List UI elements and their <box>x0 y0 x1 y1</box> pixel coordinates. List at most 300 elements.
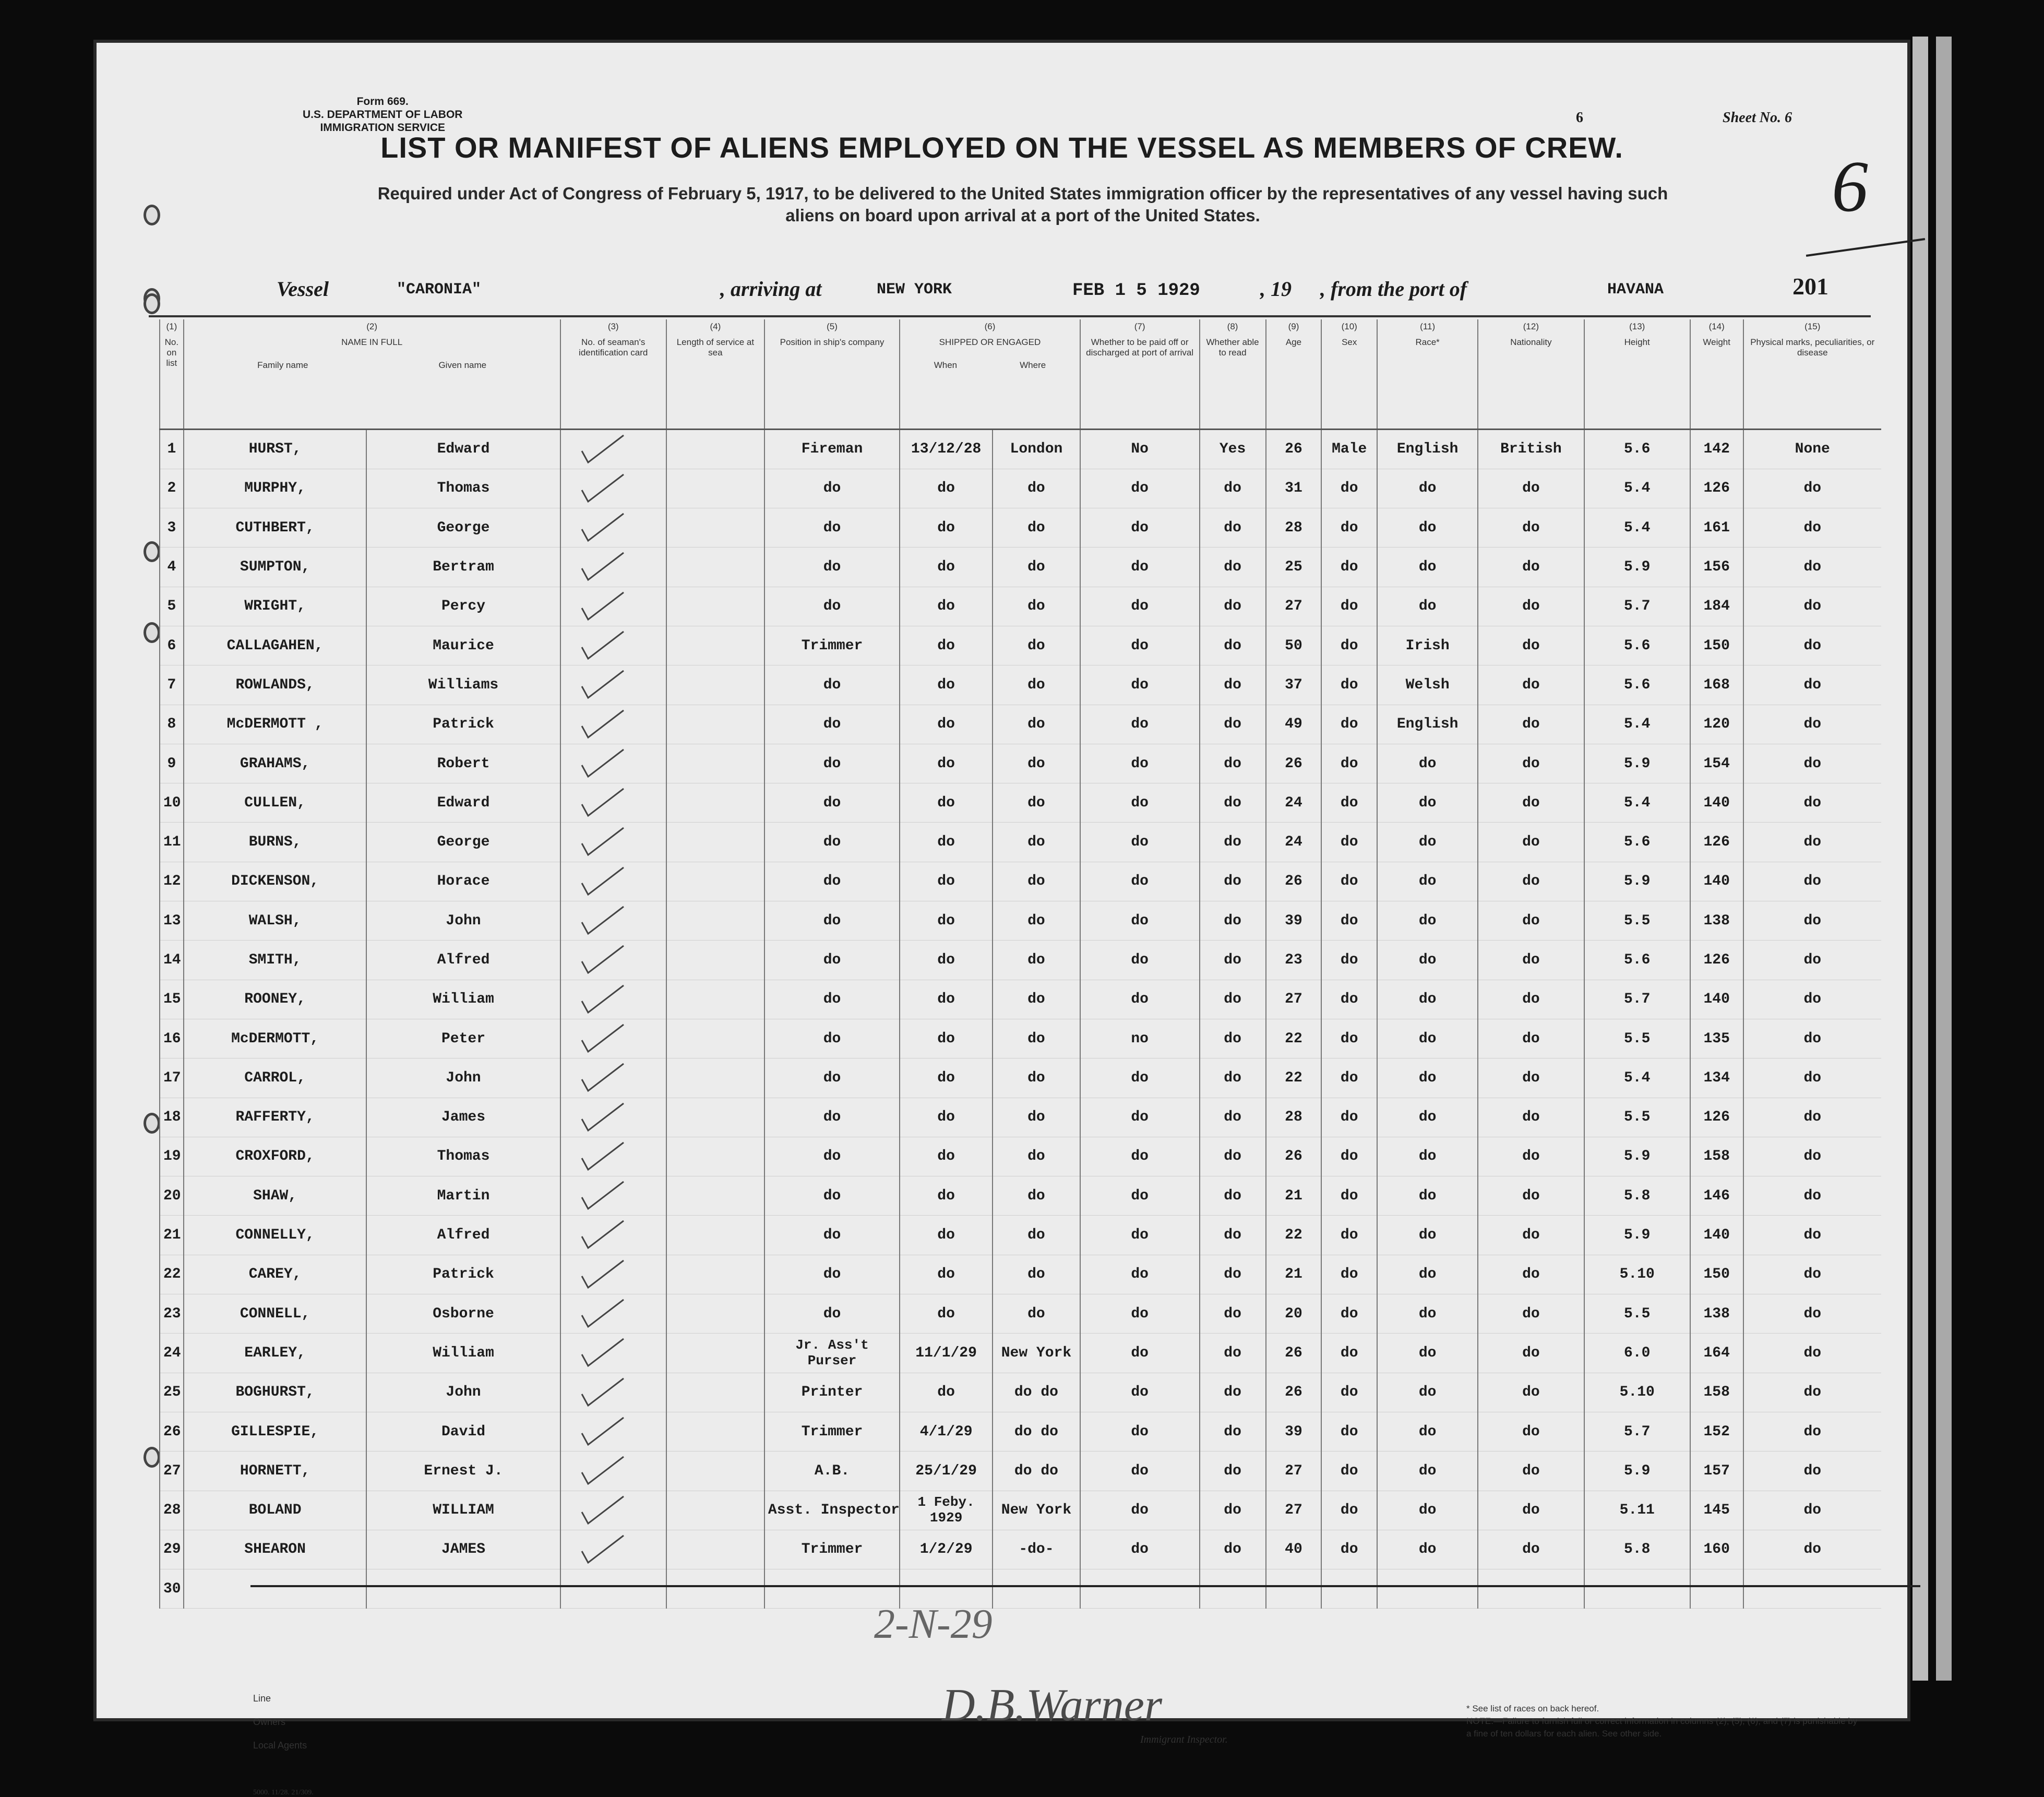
inspector-label: Immigrant Inspector. <box>1140 1734 1228 1745</box>
nationality: do <box>1478 1294 1584 1334</box>
inspector-signature: D.B.Warner <box>942 1680 1163 1731</box>
race: do <box>1377 1334 1478 1373</box>
able-to-read: do <box>1200 1412 1266 1451</box>
physical-marks: do <box>1743 1058 1881 1098</box>
height: 5.5 <box>1584 1019 1690 1058</box>
family-name <box>184 1569 367 1609</box>
age: 20 <box>1266 1294 1322 1334</box>
check-mark-icon <box>561 1098 665 1137</box>
id-card-cell <box>560 1098 666 1137</box>
height: 5.6 <box>1584 941 1690 980</box>
given-name: David <box>366 1412 560 1451</box>
sex: do <box>1321 941 1377 980</box>
position: do <box>764 1058 900 1098</box>
physical-marks: do <box>1743 980 1881 1019</box>
given-name: William <box>366 1334 560 1373</box>
shipped-where: do <box>993 1176 1080 1216</box>
id-card-cell <box>560 626 666 665</box>
check-mark-icon <box>561 587 665 626</box>
handwritten-stroke <box>1806 238 1925 257</box>
col-weight: (14) Weight <box>1690 319 1743 429</box>
physical-marks: do <box>1743 1255 1881 1294</box>
height: 5.4 <box>1584 508 1690 548</box>
height: 5.10 <box>1584 1255 1690 1294</box>
table-row <box>160 1098 1881 1137</box>
given-name: Martin <box>366 1176 560 1216</box>
paid-off: do <box>1080 1137 1200 1176</box>
age: 39 <box>1266 1412 1322 1451</box>
shipped-where: do <box>993 626 1080 665</box>
table-row <box>160 1491 1881 1530</box>
weight: 140 <box>1690 980 1743 1019</box>
age: 24 <box>1266 783 1322 823</box>
weight: 160 <box>1690 1530 1743 1569</box>
line-number: 11 <box>160 823 184 862</box>
sex: do <box>1321 823 1377 862</box>
nationality: do <box>1478 980 1584 1019</box>
shipped-where: do <box>993 783 1080 823</box>
able-to-read: do <box>1200 862 1266 901</box>
able-to-read: do <box>1200 783 1266 823</box>
physical-marks: do <box>1743 665 1881 705</box>
able-to-read: do <box>1200 1255 1266 1294</box>
nationality: do <box>1478 1255 1584 1294</box>
col-position: (5) Position in ship's company <box>764 319 900 429</box>
age: 24 <box>1266 823 1322 862</box>
check-mark-icon <box>561 783 665 822</box>
line-number: 12 <box>160 862 184 901</box>
physical-marks: do <box>1743 1491 1881 1530</box>
paid-off: do <box>1080 665 1200 705</box>
table-row <box>160 1451 1881 1491</box>
service-length-cell <box>666 508 764 548</box>
table-row <box>160 901 1881 941</box>
given-name: Patrick <box>366 705 560 744</box>
height: 5.5 <box>1584 901 1690 941</box>
line-number: 15 <box>160 980 184 1019</box>
family-name: DICKENSON, <box>184 862 367 901</box>
position: do <box>764 705 900 744</box>
table-row <box>160 548 1881 587</box>
position: do <box>764 508 900 548</box>
id-card-cell <box>560 980 666 1019</box>
shipped-when: do <box>900 1294 993 1334</box>
given-name: Percy <box>366 587 560 626</box>
weight: 126 <box>1690 941 1743 980</box>
paid-off: do <box>1080 1176 1200 1216</box>
family-name: BOGHURST, <box>184 1373 367 1412</box>
table-row <box>160 1176 1881 1216</box>
race: do <box>1377 548 1478 587</box>
table-row <box>160 744 1881 783</box>
shipped-when: do <box>900 1176 993 1216</box>
sex: do <box>1321 508 1377 548</box>
shipped-when: do <box>900 469 993 508</box>
race: English <box>1377 429 1478 469</box>
table-row <box>160 1294 1881 1334</box>
sex: do <box>1321 1098 1377 1137</box>
table-row <box>160 1255 1881 1294</box>
position: Printer <box>764 1373 900 1412</box>
footer-labels <box>253 1687 307 1757</box>
shipped-where: do <box>993 665 1080 705</box>
stacked-page-edge <box>1912 37 1928 1681</box>
position: do <box>764 1176 900 1216</box>
physical-marks: do <box>1743 1412 1881 1451</box>
stacked-page-edge <box>1936 37 1952 1681</box>
able-to-read: do <box>1200 548 1266 587</box>
race: do <box>1377 1098 1478 1137</box>
paid-off <box>1080 1569 1200 1609</box>
weight: 120 <box>1690 705 1743 744</box>
able-to-read: do <box>1200 587 1266 626</box>
race: do <box>1377 1412 1478 1451</box>
col-age: (9) Age <box>1266 319 1322 429</box>
sex: do <box>1321 469 1377 508</box>
given-name: Ernest J. <box>366 1451 560 1491</box>
check-mark-icon <box>561 1334 665 1372</box>
position: Trimmer <box>764 1412 900 1451</box>
shipped-where: do <box>993 941 1080 980</box>
service-length-cell <box>666 1137 764 1176</box>
position: do <box>764 941 900 980</box>
id-card-cell <box>560 1491 666 1530</box>
family-name: GILLESPIE, <box>184 1412 367 1451</box>
paid-off: do <box>1080 783 1200 823</box>
shipped-where <box>993 1569 1080 1609</box>
physical-marks: do <box>1743 1137 1881 1176</box>
id-card-cell <box>560 744 666 783</box>
id-card-cell <box>560 823 666 862</box>
height: 5.7 <box>1584 1412 1690 1451</box>
position: do <box>764 1137 900 1176</box>
height: 5.10 <box>1584 1373 1690 1412</box>
line-number: 3 <box>160 508 184 548</box>
shipped-when: 4/1/29 <box>900 1412 993 1451</box>
sheet-number <box>1576 110 1792 126</box>
age: 22 <box>1266 1058 1322 1098</box>
shipped-where: do <box>993 705 1080 744</box>
footer-note <box>1466 1703 1863 1740</box>
given-name: John <box>366 1058 560 1098</box>
family-name: GRAHAMS, <box>184 744 367 783</box>
service-length-cell <box>666 823 764 862</box>
sex: do <box>1321 1373 1377 1412</box>
family-name: McDERMOTT , <box>184 705 367 744</box>
paid-off: do <box>1080 508 1200 548</box>
shipped-where: -do- <box>993 1530 1080 1569</box>
age: 37 <box>1266 665 1322 705</box>
nationality: do <box>1478 1019 1584 1058</box>
height: 5.4 <box>1584 1058 1690 1098</box>
table-row <box>160 862 1881 901</box>
table-row <box>160 1373 1881 1412</box>
age: 31 <box>1266 469 1322 508</box>
table-row <box>160 705 1881 744</box>
position: do <box>764 862 900 901</box>
shipped-when: do <box>900 1216 993 1255</box>
weight: 168 <box>1690 665 1743 705</box>
sex: do <box>1321 1530 1377 1569</box>
nationality: do <box>1478 783 1584 823</box>
line-number: 29 <box>160 1530 184 1569</box>
paid-off: do <box>1080 980 1200 1019</box>
weight: 145 <box>1690 1491 1743 1530</box>
check-mark-icon <box>561 1176 665 1215</box>
shipped-where: do <box>993 1294 1080 1334</box>
sex: do <box>1321 1176 1377 1216</box>
form-code: 5000. 11/28. 21/309. <box>253 1789 314 1796</box>
height <box>1584 1569 1690 1609</box>
shipped-when: do <box>900 783 993 823</box>
nationality: do <box>1478 1530 1584 1569</box>
col-race: (11) Race* <box>1377 319 1478 429</box>
handwritten-sheet-number: 6 <box>1832 146 1868 227</box>
line-number: 28 <box>160 1491 184 1530</box>
line-label: Line <box>253 1693 271 1704</box>
given-name: Williams <box>366 665 560 705</box>
line-number: 7 <box>160 665 184 705</box>
race: do <box>1377 1058 1478 1098</box>
id-card-cell <box>560 429 666 469</box>
nationality: do <box>1478 862 1584 901</box>
age: 22 <box>1266 1019 1322 1058</box>
paid-off: No <box>1080 429 1200 469</box>
race: do <box>1377 980 1478 1019</box>
age: 50 <box>1266 626 1322 665</box>
family-name: SHAW, <box>184 1176 367 1216</box>
position: do <box>764 1255 900 1294</box>
nationality: do <box>1478 1098 1584 1137</box>
shipped-when: do <box>900 548 993 587</box>
id-card-cell <box>560 548 666 587</box>
id-card-cell <box>560 901 666 941</box>
shipped-where: do <box>993 587 1080 626</box>
age: 27 <box>1266 980 1322 1019</box>
service-length-cell <box>666 1491 764 1530</box>
family-name: CAREY, <box>184 1255 367 1294</box>
punch-hole <box>144 1113 160 1134</box>
physical-marks: do <box>1743 1176 1881 1216</box>
given-name: John <box>366 901 560 941</box>
punch-hole <box>144 622 160 643</box>
age: 27 <box>1266 587 1322 626</box>
service-length-cell <box>666 1294 764 1334</box>
line-number: 14 <box>160 941 184 980</box>
punch-hole <box>144 205 160 225</box>
height: 5.6 <box>1584 626 1690 665</box>
physical-marks: do <box>1743 901 1881 941</box>
age: 40 <box>1266 1530 1322 1569</box>
height: 6.0 <box>1584 1334 1690 1373</box>
paid-off: do <box>1080 1098 1200 1137</box>
weight: 150 <box>1690 1255 1743 1294</box>
shipped-where: do <box>993 469 1080 508</box>
weight: 140 <box>1690 862 1743 901</box>
given-name: Bertram <box>366 548 560 587</box>
able-to-read: do <box>1200 901 1266 941</box>
col-height: (13) Height <box>1584 319 1690 429</box>
age: 23 <box>1266 941 1322 980</box>
age: 27 <box>1266 1491 1322 1530</box>
physical-marks: do <box>1743 1451 1881 1491</box>
height: 5.6 <box>1584 823 1690 862</box>
able-to-read: do <box>1200 1491 1266 1530</box>
sex: do <box>1321 901 1377 941</box>
line-number: 4 <box>160 548 184 587</box>
paid-off: do <box>1080 1530 1200 1569</box>
family-name: HORNETT, <box>184 1451 367 1491</box>
age: 28 <box>1266 508 1322 548</box>
shipped-when: do <box>900 1098 993 1137</box>
id-card-cell <box>560 1569 666 1609</box>
nationality: do <box>1478 1451 1584 1491</box>
table-row <box>160 980 1881 1019</box>
sex: do <box>1321 626 1377 665</box>
page-subtitle <box>266 183 1779 227</box>
owners-label: Owners <box>253 1717 286 1727</box>
position: do <box>764 1098 900 1137</box>
shipped-where: London <box>993 429 1080 469</box>
sex: Male <box>1321 429 1377 469</box>
line-number: 2 <box>160 469 184 508</box>
check-mark-icon <box>561 1019 665 1058</box>
vessel-label: Vessel <box>277 277 329 301</box>
height: 5.4 <box>1584 469 1690 508</box>
height: 5.6 <box>1584 429 1690 469</box>
position: do <box>764 1019 900 1058</box>
nationality: do <box>1478 587 1584 626</box>
line-number: 27 <box>160 1451 184 1491</box>
page-number: 201 <box>1792 273 1828 300</box>
punch-hole <box>144 1447 160 1468</box>
family-name: CARROL, <box>184 1058 367 1098</box>
weight: 164 <box>1690 1334 1743 1373</box>
age: 28 <box>1266 1098 1322 1137</box>
shipped-where: do <box>993 1058 1080 1098</box>
service-length-cell <box>666 665 764 705</box>
position: Fireman <box>764 429 900 469</box>
able-to-read: do <box>1200 1019 1266 1058</box>
nationality: do <box>1478 1373 1584 1412</box>
race: do <box>1377 744 1478 783</box>
check-mark-icon <box>561 705 665 744</box>
shipped-where: New York <box>993 1491 1080 1530</box>
arriving-label: , arriving at <box>720 277 822 301</box>
physical-marks: do <box>1743 1530 1881 1569</box>
physical-marks: do <box>1743 626 1881 665</box>
id-card-cell <box>560 1255 666 1294</box>
id-card-cell <box>560 1412 666 1451</box>
position: Asst. Inspector <box>764 1491 900 1530</box>
check-mark-icon <box>561 1255 665 1294</box>
line-number: 16 <box>160 1019 184 1058</box>
sex: do <box>1321 1491 1377 1530</box>
position: Trimmer <box>764 626 900 665</box>
nationality: do <box>1478 469 1584 508</box>
service-length-cell <box>666 1530 764 1569</box>
physical-marks: do <box>1743 548 1881 587</box>
able-to-read: do <box>1200 980 1266 1019</box>
col-physical-marks: (15) Physical marks, peculiarities, or disease <box>1743 319 1881 429</box>
race: do <box>1377 901 1478 941</box>
age: 21 <box>1266 1255 1322 1294</box>
paid-off: do <box>1080 1491 1200 1530</box>
id-card-cell <box>560 1137 666 1176</box>
shipped-where: do <box>993 1255 1080 1294</box>
physical-marks: do <box>1743 1019 1881 1058</box>
table-row <box>160 626 1881 665</box>
height: 5.7 <box>1584 587 1690 626</box>
family-name: MURPHY, <box>184 469 367 508</box>
position: do <box>764 587 900 626</box>
weight: 138 <box>1690 1294 1743 1334</box>
given-name: John <box>366 1373 560 1412</box>
id-card-cell <box>560 1058 666 1098</box>
line-number: 5 <box>160 587 184 626</box>
col-name-in-full: (2) NAME IN FULL Family name Given name <box>184 319 560 429</box>
family-name: HURST, <box>184 429 367 469</box>
weight: 158 <box>1690 1373 1743 1412</box>
age <box>1266 1569 1322 1609</box>
able-to-read: do <box>1200 508 1266 548</box>
sex: do <box>1321 1255 1377 1294</box>
family-name: EARLEY, <box>184 1334 367 1373</box>
physical-marks: do <box>1743 469 1881 508</box>
age: 49 <box>1266 705 1322 744</box>
position: do <box>764 980 900 1019</box>
shipped-where: do <box>993 548 1080 587</box>
given-name: Robert <box>366 744 560 783</box>
service-length-cell <box>666 941 764 980</box>
line-number: 30 <box>160 1569 184 1609</box>
shipped-where: do <box>993 862 1080 901</box>
family-name: SHEARON <box>184 1530 367 1569</box>
service-length-cell <box>666 862 764 901</box>
subtitle-line-2: aliens on board upon arrival at a port of the United States. <box>785 206 1260 225</box>
line-number: 17 <box>160 1058 184 1098</box>
age: 25 <box>1266 548 1322 587</box>
table-header <box>160 319 1881 429</box>
family-name: SMITH, <box>184 941 367 980</box>
end-of-list-rule <box>250 1585 1920 1587</box>
given-name: Alfred <box>366 1216 560 1255</box>
able-to-read: do <box>1200 665 1266 705</box>
sex: do <box>1321 1451 1377 1491</box>
check-mark-icon <box>561 508 665 547</box>
penalty-note: NOTE.—Failure to furnish full or correct information in columns (2), (5), (6), and (7) is punishable by a fine of ten dollars for each alien. See other side. <box>1466 1716 1858 1739</box>
sex: do <box>1321 862 1377 901</box>
able-to-read: do <box>1200 469 1266 508</box>
able-to-read: do <box>1200 1137 1266 1176</box>
paid-off: do <box>1080 1412 1200 1451</box>
id-card-cell <box>560 587 666 626</box>
col-length-of-service: (4) Length of service at sea <box>666 319 764 429</box>
id-card-cell <box>560 665 666 705</box>
shipped-when: do <box>900 626 993 665</box>
race: do <box>1377 1019 1478 1058</box>
sex: do <box>1321 1294 1377 1334</box>
table-row <box>160 587 1881 626</box>
position: do <box>764 744 900 783</box>
check-mark-icon <box>561 1451 665 1490</box>
service-length-cell <box>666 626 764 665</box>
sex: do <box>1321 1412 1377 1451</box>
weight <box>1690 1569 1743 1609</box>
table-row <box>160 508 1881 548</box>
position: do <box>764 469 900 508</box>
position: do <box>764 665 900 705</box>
